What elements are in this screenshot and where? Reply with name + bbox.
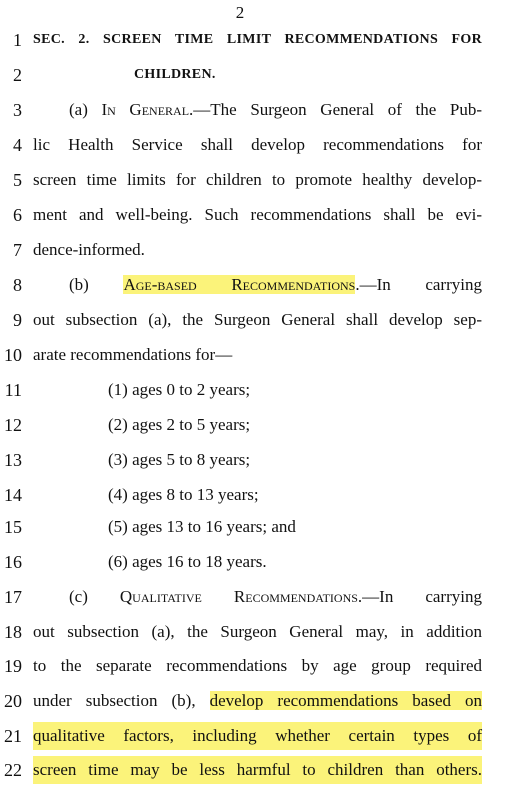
list-item: (2) ages 2 to 5 years; xyxy=(108,415,251,434)
line-number: 9 xyxy=(13,310,22,330)
paragraph-label: (b) xyxy=(69,275,124,294)
line-17 xyxy=(0,583,507,611)
line-number: 1 xyxy=(13,30,22,50)
line-number: 22 xyxy=(4,760,22,780)
line-number: 3 xyxy=(13,100,22,120)
line-6 xyxy=(0,201,507,229)
line-text: under subsection (b), xyxy=(33,691,210,710)
list-item: (4) ages 8 to 13 years; xyxy=(108,485,259,504)
line-21 xyxy=(0,722,507,750)
line-text-partially-highlighted xyxy=(33,687,482,715)
line-text: .—In carrying xyxy=(357,587,482,606)
line-10 xyxy=(0,341,507,369)
line-text: screen time limits for children to promote healthy develop- xyxy=(33,170,482,189)
highlighted-text: screen time may be less harmful to children than others. xyxy=(33,756,482,784)
paragraph-label: (a) xyxy=(69,100,102,119)
line-15 xyxy=(0,513,507,541)
line-11 xyxy=(0,376,507,404)
line-7 xyxy=(0,236,507,264)
line-number: 16 xyxy=(4,552,22,572)
line-18 xyxy=(0,618,507,646)
line-number: 12 xyxy=(4,415,22,435)
subsection-title: In General xyxy=(101,100,190,119)
line-4 xyxy=(0,131,507,159)
paragraph-a-heading xyxy=(33,96,482,124)
line-text: out subsection (a), the Surgeon General may, in addition xyxy=(33,622,482,641)
list-item: (1) ages 0 to 2 years; xyxy=(108,380,251,399)
line-20 xyxy=(0,687,507,715)
line-22 xyxy=(0,756,507,784)
line-1 xyxy=(0,26,507,54)
line-5 xyxy=(0,166,507,194)
list-item: (5) ages 13 to 16 years; and xyxy=(108,517,296,536)
line-19 xyxy=(0,652,507,680)
line-16 xyxy=(0,548,507,576)
line-number: 6 xyxy=(13,205,22,225)
line-14 xyxy=(0,481,507,509)
line-number: 10 xyxy=(4,345,22,365)
highlighted-subsection-title: Age-based Recommendations xyxy=(123,275,356,294)
line-text: lic Health Service shall develop recommendations for xyxy=(33,135,482,154)
paragraph-label: (c) xyxy=(69,587,120,606)
line-13 xyxy=(0,446,507,474)
highlighted-text: develop recommendations based on xyxy=(209,691,482,710)
paragraph-c-heading xyxy=(33,583,482,611)
line-number: 17 xyxy=(4,587,22,607)
line-number: 2 xyxy=(13,65,22,85)
line-number: 13 xyxy=(4,450,22,470)
line-text: arate recommendations for— xyxy=(33,345,233,364)
line-number: 11 xyxy=(4,380,22,400)
line-number: 8 xyxy=(13,275,22,295)
page-number: 2 xyxy=(235,3,245,22)
line-8 xyxy=(0,271,507,299)
line-number: 4 xyxy=(13,135,22,155)
subsection-title: Qualitative Recommendations xyxy=(119,587,358,606)
list-item: (6) ages 16 to 18 years. xyxy=(108,552,267,571)
highlighted-text: qualitative factors, including whether certain types of xyxy=(33,722,482,750)
line-text: out subsection (a), the Surgeon General shall develop sep- xyxy=(33,310,482,329)
line-number: 7 xyxy=(13,240,22,260)
line-number: 20 xyxy=(4,691,22,711)
line-number: 18 xyxy=(4,622,22,642)
line-text: dence-informed. xyxy=(33,240,145,259)
line-text: ment and well-being. Such recommendations shall be evi- xyxy=(33,205,482,224)
line-2 xyxy=(0,61,507,89)
line-text: to the separate recommendations by age group required xyxy=(33,656,482,675)
section-heading: SEC. 2. SCREEN TIME LIMIT RECOMMENDATIONS FOR xyxy=(33,32,482,47)
line-text: .—In carrying xyxy=(355,275,482,294)
section-heading-continued: CHILDREN. xyxy=(134,67,216,82)
paragraph-b-heading xyxy=(33,271,482,299)
line-number: 14 xyxy=(4,485,22,505)
line-number: 19 xyxy=(4,656,22,676)
line-12 xyxy=(0,411,507,439)
line-text: .—The Surgeon General of the Pub- xyxy=(189,100,482,119)
line-number: 21 xyxy=(4,726,22,746)
line-number: 15 xyxy=(4,517,22,537)
list-item: (3) ages 5 to 8 years; xyxy=(108,450,251,469)
line-3 xyxy=(0,96,507,124)
line-9 xyxy=(0,306,507,334)
line-number: 5 xyxy=(13,170,22,190)
